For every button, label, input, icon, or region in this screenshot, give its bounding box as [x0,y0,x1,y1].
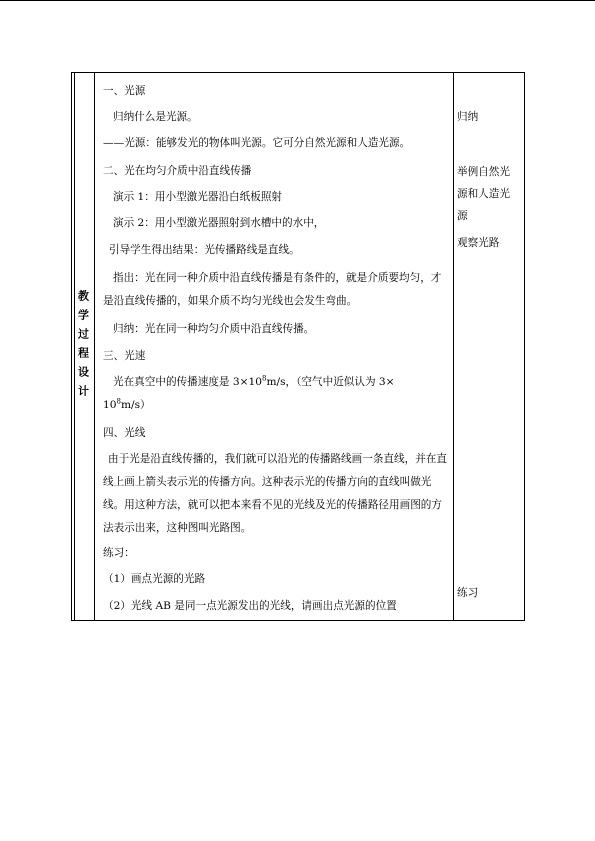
table-border-top [71,72,525,73]
row-label: 教学过程设计 [76,289,90,404]
speed-text-d: m/s） [120,399,151,411]
table-border-bottom [71,620,525,621]
section-4-paragraph: 由于光是沿直线传播的，我们就可以沿光的传播路线画一条直线，并在直线上画上箭头表示光的传播方向。这种表示光的传播方向的直线叫做光线。用这种方法，就可以把本来看不见的光线及光的传播路径用画图的方法表示出来，这种图叫光路图。 [103,453,447,534]
section-1-title: 一、光源 [103,85,146,97]
section-3-speed-line-1 [113,375,395,389]
speed-exponent-b: 8 [116,397,121,406]
note-examples: 举例自然光源和人造光源 [457,166,510,222]
section-2-point: 指出：光在同一种介质中沿直线传播是有条件的，就是介质要均匀，才是沿直线传播的，如果介质不均匀光线也会发生弯曲。 [103,272,442,307]
table-divider-notes [453,72,454,621]
section-1-definition: ——光源：能够发光的物体叫光源。它可分自然光源和人造光源。 [103,137,411,149]
note-practice: 练习 [457,587,479,599]
exercise-title: 练习： [103,547,135,559]
section-2-title: 二、光在均匀介质中沿直线传播 [103,165,252,177]
section-1-question: 归纳什么是光源。 [113,111,198,123]
note-summary: 归纳 [457,111,479,123]
speed-text-c: 10 [103,399,117,411]
section-2-guide: 引导学生得出结果：光传播路线是直线。 [109,244,300,256]
section-2-summary: 归纳：光在同一种均匀介质中沿直线传播。 [113,323,315,335]
lesson-table [71,72,525,621]
page-top-rule [0,0,595,1]
section-3-title: 三、光速 [103,350,146,362]
section-2-demo-2: 演示 2：用小型激光器照射到水槽中的水中， [113,217,325,229]
exercise-2: （2）光线 AB 是同一点光源发出的光线，请画出点光源的位置 [103,600,397,612]
speed-exponent-a: 8 [262,374,267,383]
section-3-speed-line-2 [103,398,151,412]
section-4-title: 四、光线 [103,427,146,439]
table-border-right [524,72,525,621]
note-observe: 观察光路 [457,237,500,249]
section-2-demo-1: 演示 1：用小型激光器沿白纸板照射 [113,191,283,203]
row-label-cell [71,72,94,621]
speed-text-b: m/s，（空气中近似认为 3× [266,376,395,388]
table-divider-label [94,72,95,621]
exercise-1: （1）画点光源的光路 [103,573,206,585]
speed-text-a: 光在真空中的传播速度是 3×10 [113,376,262,388]
